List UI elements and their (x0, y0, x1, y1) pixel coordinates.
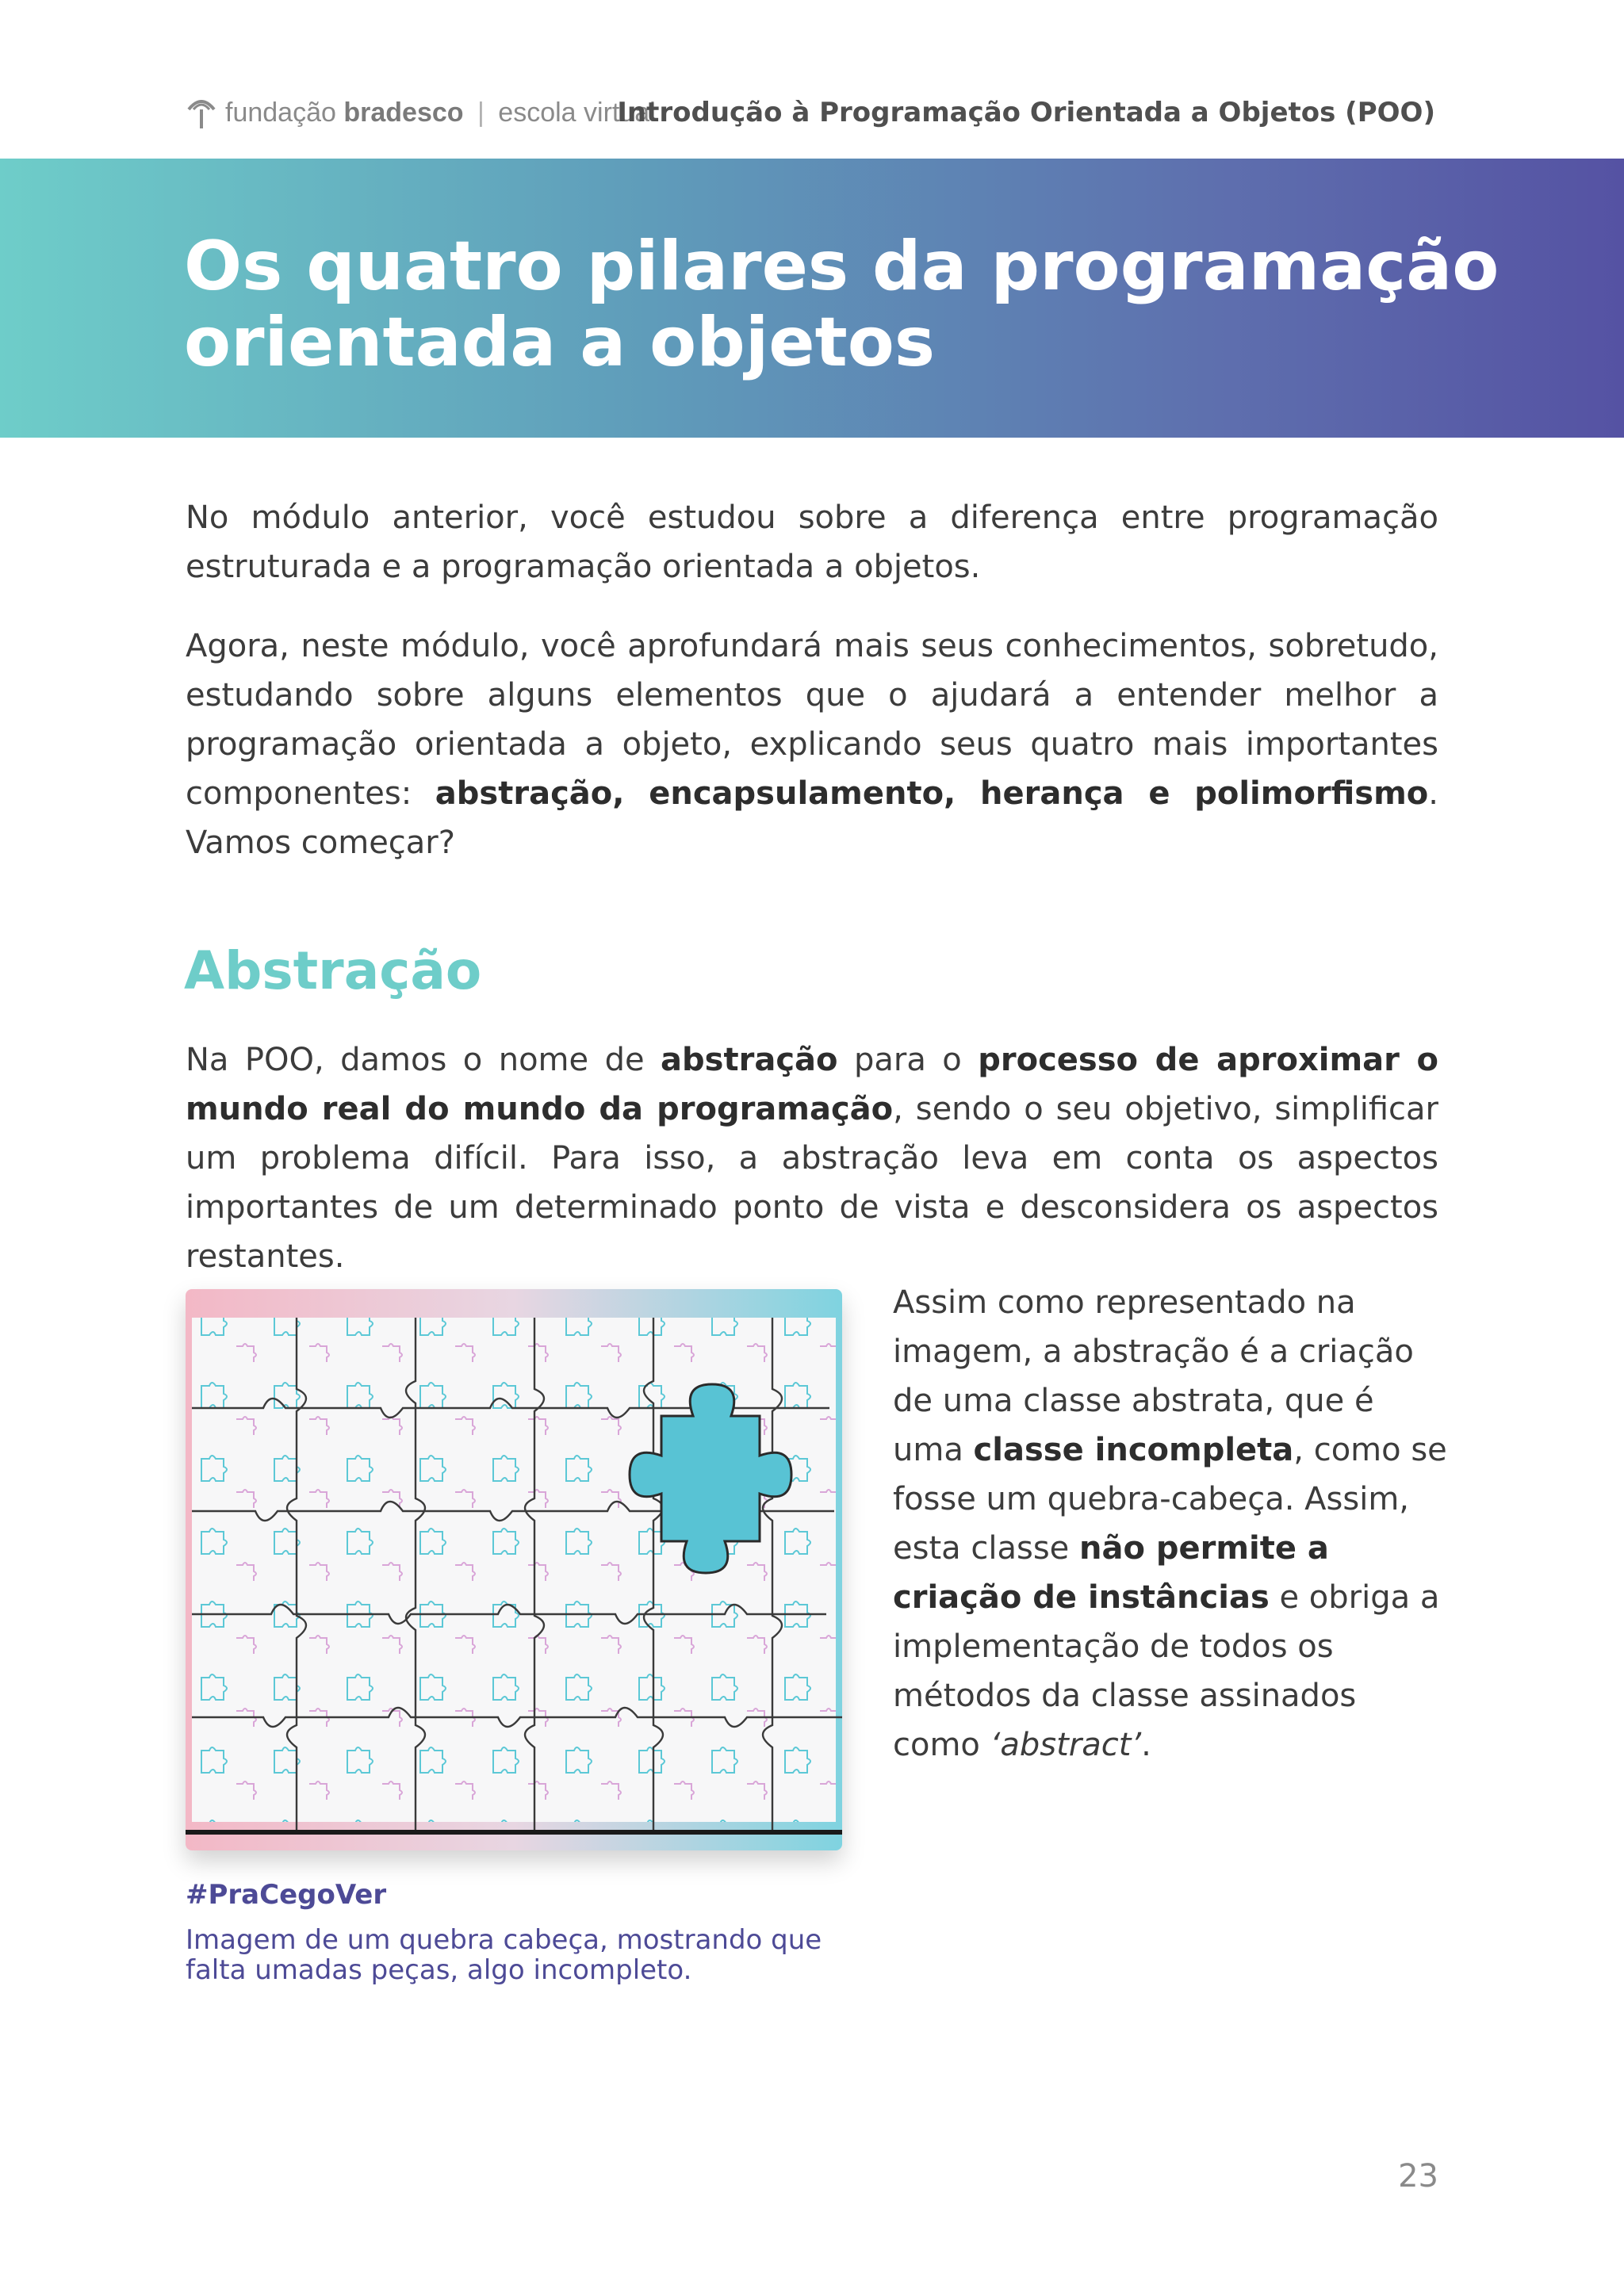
abstraction-paragraph (186, 1035, 1438, 1281)
logo-icon (184, 92, 219, 133)
intro-p2-end: . Vamos começar? (186, 775, 1438, 861)
puzzle-illustration (186, 1289, 842, 1850)
intro-p2-text: Agora, neste módulo, você aprofundará mais seus conhecimentos, sobretudo, estudando sobre alguns elementos que o ajudará a entender melhor a programação orientada a objeto, explicando seus quatro mais importantes componentes: (186, 628, 1438, 812)
chapter-banner (0, 159, 1624, 438)
side-c: , como se fosse um quebra-cabeça. Assim, esta classe (893, 1432, 1447, 1567)
intro-paragraph-1: No módulo anterior, você estudou sobre a diferença entre programação estruturada e a programação orientada a objetos. (186, 499, 1438, 585)
abstraction-p-c: para o (837, 1042, 979, 1078)
side-d: não permite a criação de instâncias (893, 1530, 1329, 1616)
page-header (0, 0, 1624, 159)
intro-paragraph-2 (186, 622, 1438, 867)
logo-text-fundacao: fundação (225, 97, 336, 128)
side-b: classe incompleta (973, 1432, 1294, 1468)
section-heading: Abstração (184, 940, 482, 1001)
course-title: Introdução à Programação Orientada a Objetos (POO) (617, 97, 1435, 128)
image-caption: Imagem de um quebra cabeça, mostrando que falta umadas peças, algo incompleto. (186, 1924, 822, 1986)
chapter-title: Os quatro pilares da programação orientada a objetos (184, 227, 1500, 382)
logo-text-escola-virtual: escola virtual (498, 97, 656, 128)
abstraction-p-e: , sendo o seu objetivo, simplificar um problema difícil. Para isso, a abstração leva em conta os aspectos importantes de um determinado ponto de vista e desconsidera os aspectos restantes. (186, 1091, 1438, 1275)
puzzle-image (186, 1289, 842, 1850)
abstraction-p-d: processo de aproximar o mundo real do mundo da programação (186, 1042, 1439, 1127)
side-a: Assim como representado na imagem, a abstração é a criação de uma classe abstrata, que é uma (893, 1284, 1414, 1468)
abstraction-side-text (893, 1278, 1448, 1770)
abstraction-p-b: abstração (661, 1042, 838, 1078)
logo-text-bradesco: bradesco (343, 97, 464, 128)
side-f: ‘abstract’ (990, 1727, 1142, 1763)
caption-hashtag: #PraCegoVer (186, 1879, 387, 1911)
page-number: 23 (1398, 2158, 1438, 2195)
abstraction-p-a: Na POO, damos o nome de (186, 1042, 661, 1078)
intro-p2-bold: abstração, encapsulamento, herança e polimorfismo (435, 775, 1429, 812)
fundacao-bradesco-logo (184, 89, 656, 136)
side-g: . (1141, 1727, 1151, 1763)
logo-separator: | (477, 97, 485, 128)
side-e: e obriga a implementação de todos os métodos da classe assinados como (893, 1579, 1440, 1763)
